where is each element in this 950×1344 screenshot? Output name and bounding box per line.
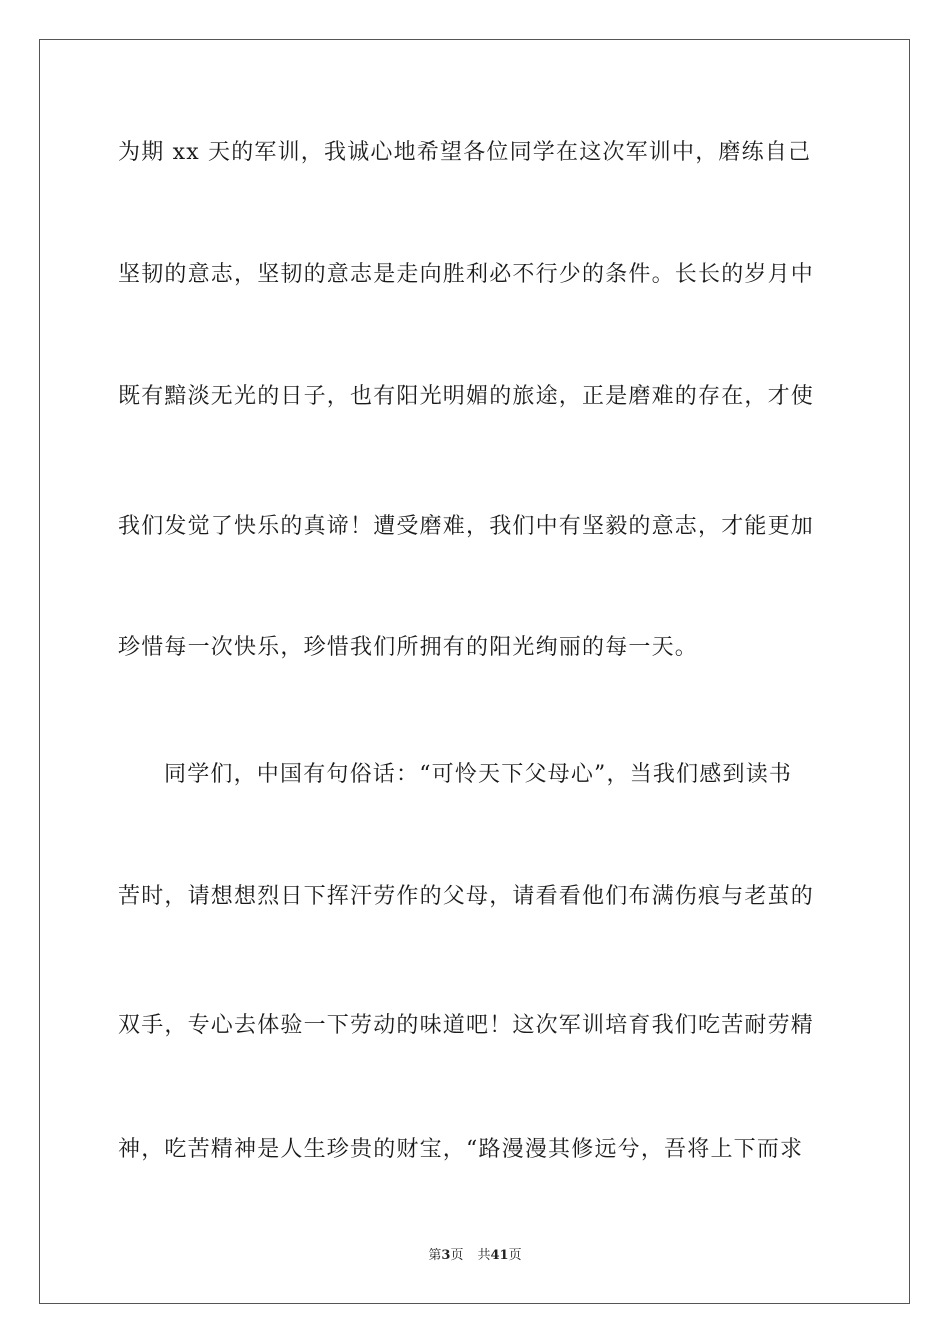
body-line-4: 我们发觉了快乐的真谛！遭受磨难，我们中有坚毅的意志，才能更加 — [118, 514, 815, 539]
body-line-8: 双手，专心去体验一下劳动的味道吧！这次军训培育我们吃苦耐劳精 — [118, 1013, 815, 1038]
body-line-7: 苦时，请想想烈日下挥汗劳作的父母，请看看他们布满伤痕与老茧的 — [118, 884, 815, 909]
body-line-9: 神，吃苦精神是人生珍贵的财宝，“路漫漫其修远兮，吾将上下而求 — [118, 1137, 804, 1162]
body-line-5: 珍惜每一次快乐，珍惜我们所拥有的阳光绚丽的每一天。 — [118, 635, 699, 660]
body-line-2: 坚韧的意志，坚韧的意志是走向胜利必不行少的条件。长长的岁月中 — [118, 262, 815, 287]
page-footer — [0, 1247, 950, 1265]
footer-total-prefix: 共 — [477, 1248, 491, 1263]
page-border — [39, 39, 910, 1304]
body-line-6: 同学们，中国有句俗话：“可怜天下父母心”，当我们感到读书 — [164, 762, 793, 787]
footer-page-suffix: 页 — [450, 1248, 464, 1263]
body-line-1: 为期 xx 天的军训，我诚心地希望各位同学在这次军训中，磨练自己 — [118, 140, 812, 165]
footer-page-prefix: 第 — [428, 1248, 442, 1263]
footer-total-suffix: 页 — [508, 1248, 522, 1263]
footer-page-number: 3 — [441, 1248, 451, 1263]
body-line-3: 既有黯淡无光的日子，也有阳光明媚的旅途，正是磨难的存在，才使 — [118, 384, 815, 409]
footer-total-pages: 41 — [490, 1248, 509, 1263]
